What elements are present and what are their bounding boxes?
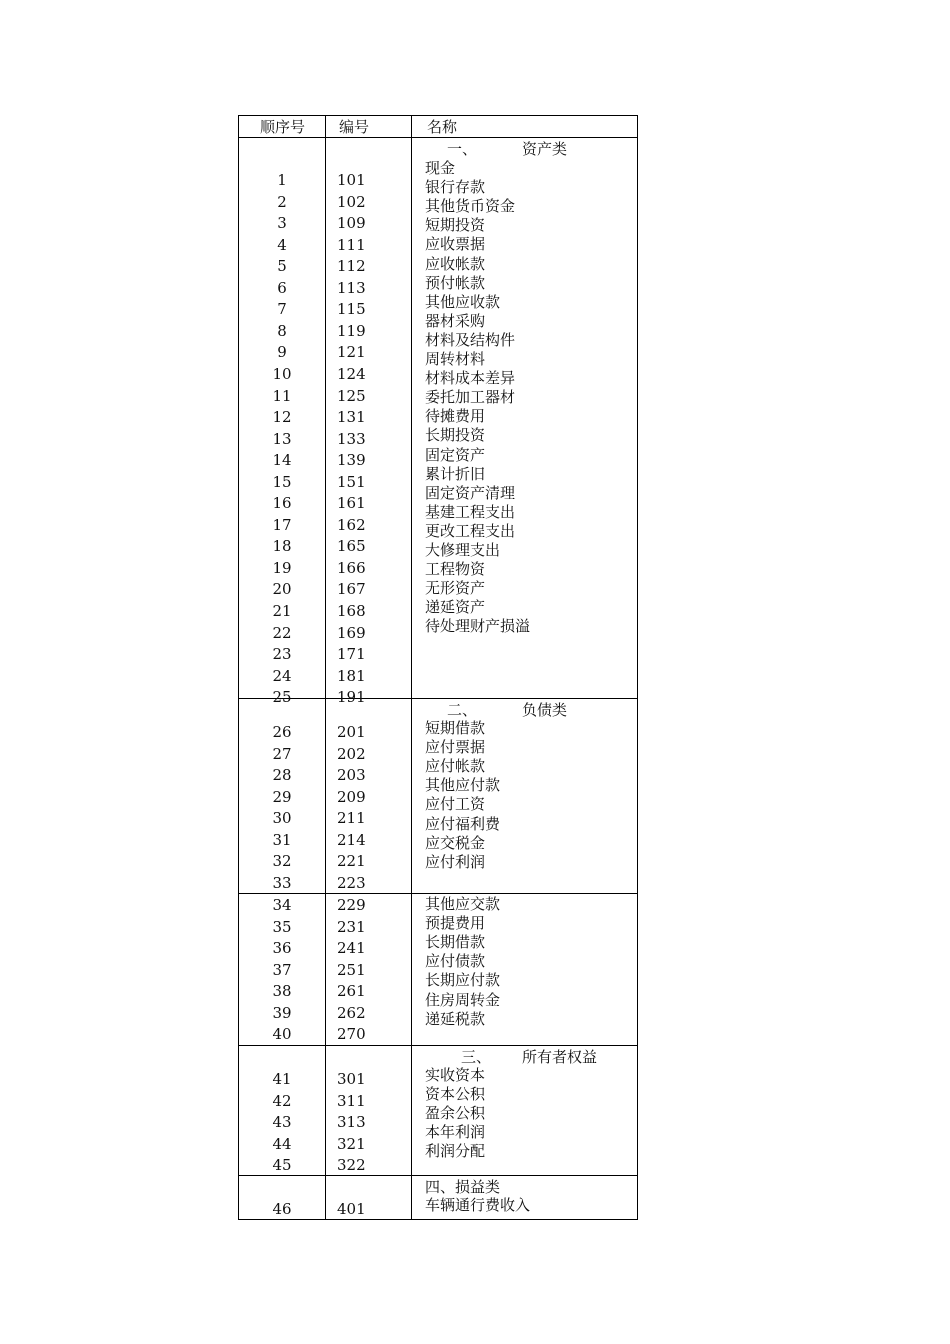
account-name-cell: 银行存款	[425, 178, 486, 197]
column-divider	[411, 1046, 412, 1175]
seq-cell: 34	[272, 896, 292, 914]
seq-cell: 15	[272, 472, 292, 491]
column-divider	[411, 138, 412, 698]
seq-cell: 1	[277, 171, 287, 189]
code-cell: 262	[337, 1003, 366, 1022]
account-name-cell: 现金	[425, 159, 456, 177]
account-name-cell: 应付帐款	[425, 757, 486, 776]
account-name-cell: 其他应交款	[425, 895, 501, 913]
seq-cell: 28	[272, 766, 292, 784]
group-title: 所有者权益	[522, 1048, 598, 1066]
seq-cell: 12	[272, 408, 292, 427]
code-cell: 270	[337, 1025, 366, 1043]
code-cell: 165	[337, 537, 366, 556]
code-cell: 115	[337, 300, 366, 319]
table-group	[238, 894, 638, 1046]
account-name-cell: 利润分配	[425, 1142, 486, 1161]
account-name-cell: 本年利润	[425, 1123, 486, 1142]
seq-cell: 10	[272, 364, 292, 383]
seq-cell: 29	[272, 787, 292, 806]
account-name-cell: 短期投资	[425, 216, 486, 235]
seq-cell: 38	[272, 982, 292, 1000]
seq-cell: 41	[272, 1070, 292, 1088]
column-divider	[411, 1176, 412, 1219]
seq-cell: 4	[277, 235, 287, 254]
account-name-cell: 应付债款	[425, 952, 486, 971]
account-name-cell: 应付票据	[425, 738, 486, 757]
column-divider	[411, 894, 412, 1045]
account-name-cell: 固定资产清理	[425, 483, 516, 502]
code-cell: 119	[337, 321, 366, 340]
header-code: 编号	[339, 118, 370, 136]
seq-cell: 8	[277, 321, 287, 340]
code-cell: 133	[337, 429, 366, 448]
account-name-cell: 盈余公积	[425, 1104, 486, 1123]
column-divider	[325, 894, 326, 1045]
code-cell: 211	[337, 809, 366, 827]
code-cell: 168	[337, 602, 366, 620]
account-name-cell: 应付工资	[425, 795, 486, 814]
code-cell: 321	[337, 1134, 366, 1153]
code-cell: 203	[337, 766, 366, 784]
code-cell: 201	[337, 723, 366, 741]
column-divider	[325, 1176, 326, 1219]
account-name-cell: 固定资产	[425, 445, 486, 464]
group-title: 三、	[461, 1048, 492, 1066]
code-cell: 101	[337, 171, 366, 189]
table-header	[238, 115, 638, 138]
seq-cell: 37	[272, 960, 292, 979]
seq-cell: 11	[272, 386, 292, 405]
account-name-cell: 材料成本差异	[425, 369, 516, 388]
column-divider	[325, 116, 326, 137]
seq-cell: 30	[272, 809, 292, 827]
seq-cell: 35	[272, 917, 292, 936]
group-title: 一、	[447, 140, 478, 158]
account-name-cell: 递延税款	[425, 1009, 486, 1028]
code-cell: 241	[337, 939, 366, 957]
code-cell: 161	[337, 494, 366, 513]
code-cell: 401	[337, 1200, 366, 1218]
code-cell: 125	[337, 386, 366, 405]
code-cell: 124	[337, 364, 366, 383]
code-cell: 261	[337, 982, 366, 1000]
code-cell: 322	[337, 1156, 366, 1174]
seq-cell: 20	[272, 580, 292, 599]
account-name-cell: 应付福利费	[425, 814, 501, 833]
seq-cell: 25	[272, 688, 292, 707]
header-name: 名称	[427, 118, 458, 136]
seq-cell: 32	[272, 852, 292, 870]
header-seq: 顺序号	[260, 118, 306, 136]
account-name-cell: 其他货币资金	[425, 197, 516, 216]
account-name-cell: 车辆通行费收入	[425, 1196, 531, 1214]
table-group	[238, 1046, 638, 1176]
code-cell: 231	[337, 917, 366, 936]
group-title: 四、损益类	[425, 1178, 501, 1196]
account-name-cell: 待处理财产损溢	[425, 617, 531, 636]
seq-cell: 2	[277, 192, 287, 211]
code-cell: 139	[337, 451, 366, 470]
account-name-cell: 大修理支出	[425, 541, 501, 559]
seq-cell: 44	[272, 1134, 292, 1153]
code-cell: 113	[337, 278, 366, 297]
account-name-cell: 住房周转金	[425, 990, 501, 1009]
code-cell: 171	[337, 645, 366, 664]
seq-cell: 31	[272, 830, 292, 849]
seq-cell: 22	[272, 623, 292, 642]
code-cell: 166	[337, 558, 366, 577]
account-name-cell: 无形资产	[425, 579, 486, 598]
account-name-cell: 其他应付款	[425, 776, 501, 795]
seq-cell: 33	[272, 873, 292, 892]
group-title: 资产类	[522, 140, 568, 158]
account-name-cell: 工程物资	[425, 560, 486, 579]
account-name-cell: 基建工程支出	[425, 502, 516, 521]
group-title: 二、	[447, 701, 478, 719]
seq-cell: 5	[277, 257, 287, 276]
account-name-cell: 器材采购	[425, 311, 486, 330]
code-cell: 151	[337, 472, 366, 491]
column-divider	[325, 1046, 326, 1175]
seq-cell: 42	[272, 1091, 292, 1110]
code-cell: 162	[337, 515, 366, 534]
account-name-cell: 其他应收款	[425, 292, 501, 311]
account-name-cell: 应付利润	[425, 852, 486, 871]
seq-cell: 24	[272, 666, 292, 685]
seq-cell: 27	[272, 744, 292, 763]
account-name-cell: 委托加工器材	[425, 388, 516, 407]
code-cell: 221	[337, 852, 366, 870]
column-divider	[325, 138, 326, 698]
seq-cell: 14	[272, 451, 292, 470]
seq-cell: 23	[272, 645, 292, 664]
account-name-cell: 预付帐款	[425, 273, 486, 292]
code-cell: 214	[337, 830, 366, 849]
account-name-cell: 应收帐款	[425, 254, 486, 273]
seq-cell: 17	[272, 515, 292, 534]
seq-cell: 7	[277, 300, 287, 319]
seq-cell: 45	[272, 1156, 292, 1174]
account-name-cell: 递延资产	[425, 598, 486, 617]
code-cell: 111	[337, 235, 366, 254]
code-cell: 301	[337, 1070, 366, 1088]
account-name-cell: 应交税金	[425, 833, 486, 852]
code-cell: 209	[337, 787, 366, 806]
account-name-cell: 短期借款	[425, 719, 486, 737]
table-body	[238, 138, 638, 1220]
seq-cell: 19	[272, 558, 292, 577]
account-name-cell: 应收票据	[425, 235, 486, 254]
seq-cell: 21	[272, 602, 292, 620]
code-cell: 121	[337, 343, 366, 362]
account-name-cell: 实收资本	[425, 1066, 486, 1084]
account-name-cell: 材料及结构件	[425, 330, 516, 349]
code-cell: 112	[337, 257, 366, 276]
account-name-cell: 预提费用	[425, 914, 486, 933]
code-cell: 251	[337, 960, 366, 979]
code-cell: 169	[337, 623, 366, 642]
account-name-cell: 更改工程支出	[425, 521, 516, 540]
seq-cell: 46	[272, 1200, 292, 1218]
seq-cell: 16	[272, 494, 292, 513]
account-code-table	[238, 115, 638, 1220]
code-cell: 109	[337, 214, 366, 233]
account-name-cell: 累计折旧	[425, 464, 486, 483]
seq-cell: 39	[272, 1003, 292, 1022]
column-divider	[325, 699, 326, 893]
column-divider	[411, 116, 412, 137]
account-name-cell: 周转材料	[425, 350, 486, 368]
code-cell: 202	[337, 744, 366, 763]
account-name-cell: 长期借款	[425, 933, 486, 952]
code-cell: 191	[337, 688, 366, 707]
code-cell: 223	[337, 873, 366, 892]
code-cell: 311	[337, 1091, 366, 1110]
code-cell: 167	[337, 580, 366, 599]
code-cell: 102	[337, 192, 366, 211]
code-cell: 181	[337, 666, 366, 685]
seq-cell: 6	[277, 278, 287, 297]
code-cell: 229	[337, 896, 366, 914]
account-name-cell: 资本公积	[425, 1085, 486, 1104]
column-divider	[411, 699, 412, 893]
table-group	[238, 699, 638, 894]
seq-cell: 9	[277, 343, 287, 362]
table-group	[238, 1176, 638, 1220]
code-cell: 313	[337, 1113, 366, 1131]
table-group	[238, 138, 638, 707]
seq-cell: 40	[272, 1025, 292, 1043]
seq-cell: 13	[272, 429, 292, 448]
seq-cell: 26	[272, 723, 292, 741]
code-cell: 131	[337, 408, 366, 427]
account-name-cell: 长期应付款	[425, 971, 501, 990]
group-title: 负债类	[522, 701, 568, 719]
seq-cell: 18	[272, 537, 292, 556]
seq-cell: 36	[272, 939, 292, 957]
account-name-cell: 长期投资	[425, 426, 486, 445]
seq-cell: 43	[272, 1113, 292, 1131]
seq-cell: 3	[277, 214, 287, 233]
account-name-cell: 待摊费用	[425, 407, 486, 426]
